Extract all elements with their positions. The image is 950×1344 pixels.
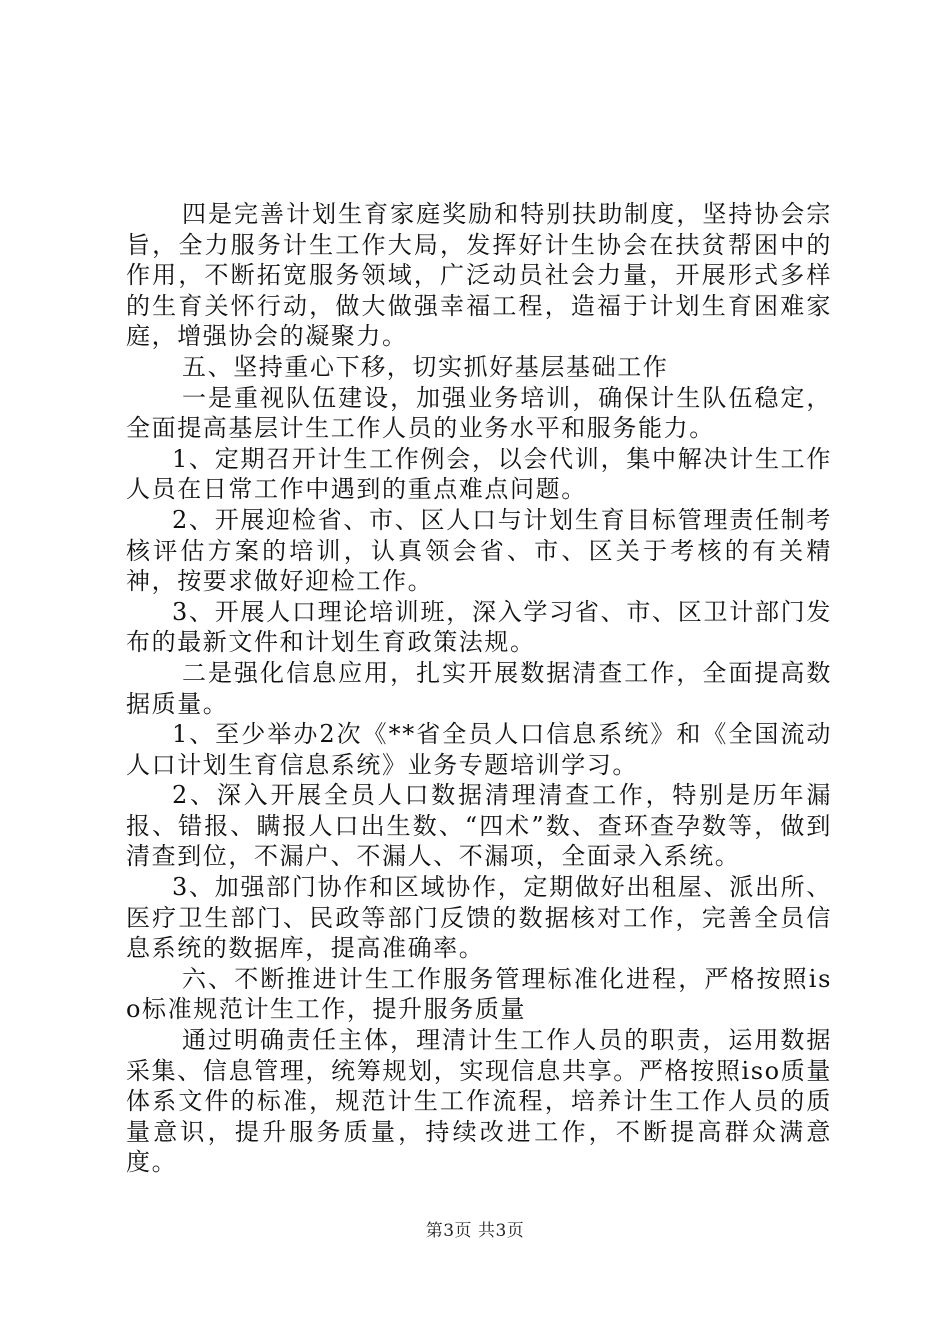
paragraph-family-incentive: 四是完善计划生育家庭奖励和特别扶助制度，坚持协会宗旨，全力服务计生工作大局，发挥好计生协会在扶贫帮困中的作用，不断拓宽服务领域，广泛动员社会力量，开展形式多样的生育关怀行动，做大做强幸福工程，造福于计划生育困难家庭，增强协会的凝聚力。 <box>126 200 832 351</box>
document-body <box>126 199 832 1178</box>
paragraph-information-application: 二是强化信息应用，扎实开展数据清查工作，全面提高数据质量。 <box>126 658 832 718</box>
section-heading-five: 五、坚持重心下移，切实抓好基层基础工作 <box>182 352 669 381</box>
list-item-data-cleanup: 2、深入开展全员人口数据清理清查工作，特别是历年漏报、错报、瞒报人口出生数、“四术”数、查环查孕数等，做到清查到位，不漏户、不漏人、不漏项，全面录入系统。 <box>126 781 832 871</box>
section-heading-six: 六、不断推进计生工作服务管理标准化进程，严格按照iso标准规范计生工作，提升服务质量 <box>126 964 832 1024</box>
page-number-footer: 第3页 共3页 <box>425 1221 525 1241</box>
paragraph-quality-standards: 通过明确责任主体，理清计生工作人员的职责，运用数据采集、信息管理，统筹规划，实现信息共享。严格按照iso质量体系文件的标准，规范计生工作流程，培养计生工作人员的质量意识，提升服务质量，持续改进工作，不断提高群众满意度。 <box>126 1026 832 1177</box>
paragraph-team-building: 一是重视队伍建设，加强业务培训，确保计生队伍稳定，全面提高基层计生工作人员的业务水平和服务能力。 <box>126 383 832 443</box>
list-item-system-training: 1、至少举办2次《**省全员人口信息系统》和《全国流动人口计划生育信息系统》业务专题培训学习。 <box>126 720 832 779</box>
list-item-inspection-training: 2、开展迎检省、市、区人口与计划生育目标管理责任制考核评估方案的培训，认真领会省、市、区关于考核的有关精神，按要求做好迎检工作。 <box>126 505 832 596</box>
list-item-theory-training: 3、开展人口理论培训班，深入学习省、市、区卫计部门发布的最新文件和计划生育政策法规。 <box>126 597 832 657</box>
list-item-regular-meetings: 1、定期召开计生工作例会，以会代训，集中解决计生工作人员在日常工作中遇到的重点难点问题。 <box>126 444 832 504</box>
list-item-department-collaboration: 3、加强部门协作和区域协作，定期做好出租屋、派出所、医疗卫生部门、民政等部门反馈的数据核对工作，完善全员信息系统的数据库，提高准确率。 <box>126 873 832 963</box>
